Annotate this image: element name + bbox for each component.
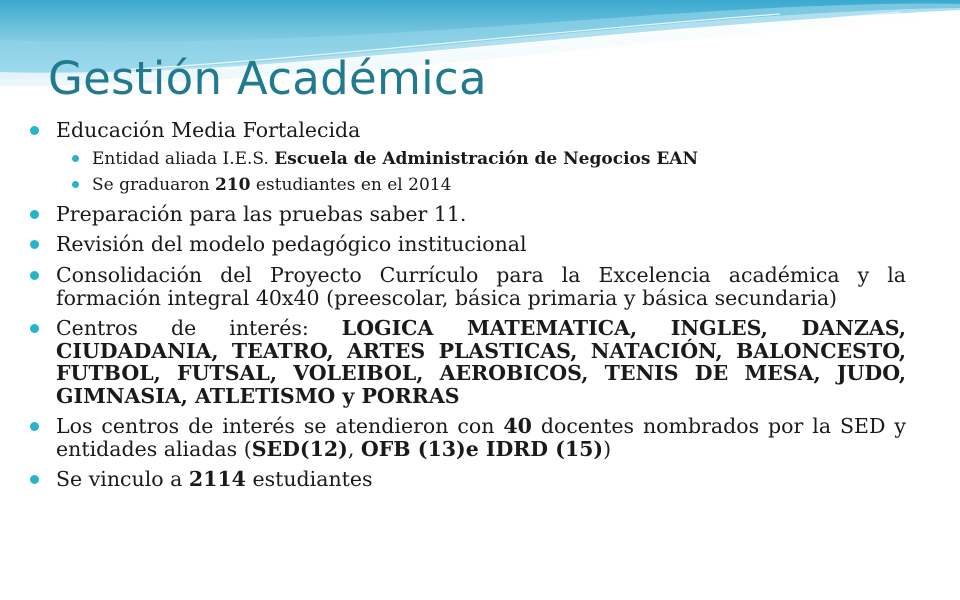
bullet-icon (30, 324, 39, 333)
item-text: Centros de interés: (56, 316, 342, 341)
item-text: Revisión del modelo pedagógico institucional (56, 232, 527, 257)
item-text: Los centros de interés se atendieron con (56, 414, 504, 439)
item-bold-text: 210 (214, 175, 251, 196)
item-text: estudiantes (245, 467, 373, 492)
sub-list-item (30, 150, 906, 169)
slide-title: Gestión Académica (48, 52, 487, 105)
list-item (30, 264, 906, 309)
bullet-icon (72, 155, 79, 162)
item-bold-text: 2114 (188, 467, 246, 492)
item-text: Consolidación del Proyecto Currículo para la Excelencia académica y la formación integral 40x40 (preescolar, básica primaria y básica secundaria) (56, 263, 906, 310)
list-item (30, 119, 906, 142)
item-text: Se vinculo a (56, 467, 189, 492)
item-bold-text: SED(12) (251, 436, 348, 461)
item-bold-text: 40 (503, 414, 532, 439)
item-text: Preparación para las pruebas saber 11. (56, 201, 467, 226)
bullet-icon (30, 475, 39, 484)
item-text: , (347, 436, 361, 461)
item-bold-text: OFB (13)e IDRD (15) (360, 436, 604, 461)
bullet-list (30, 119, 906, 499)
item-text: Entidad aliada I.E.S. (92, 148, 275, 169)
sub-list-item (30, 176, 906, 195)
item-text: docentes nombrados por la SED y entidades aliadas ( (56, 414, 906, 461)
item-bold-text: LOGICA MATEMATICA, INGLES, DANZAS, CIUDADANIA, TEATRO, ARTES PLASTICAS, NATACIÓN, BALONCESTO, FUTBOL, FUTSAL, VOLEIBOL, AEROBICOS, TENIS DE MESA, JUDO, GIMNASIA, ATLETISMO y PORRAS (56, 316, 906, 408)
list-item (30, 233, 906, 256)
bullet-icon (30, 126, 39, 135)
item-text: estudiantes en el 2014 (250, 175, 452, 196)
list-item (30, 317, 906, 407)
bullet-icon (30, 422, 39, 431)
bullet-icon (72, 181, 79, 188)
item-bold-text: Escuela de Administración de Negocios EAN (274, 148, 699, 169)
list-item (30, 203, 906, 226)
bullet-icon (30, 271, 39, 280)
list-item (30, 468, 906, 491)
item-text: ) (603, 436, 612, 461)
bullet-icon (30, 210, 39, 219)
item-text: Se graduaron (92, 175, 215, 196)
bullet-icon (30, 240, 39, 249)
list-item (30, 415, 906, 460)
item-text: Educación Media Fortalecida (56, 118, 361, 142)
